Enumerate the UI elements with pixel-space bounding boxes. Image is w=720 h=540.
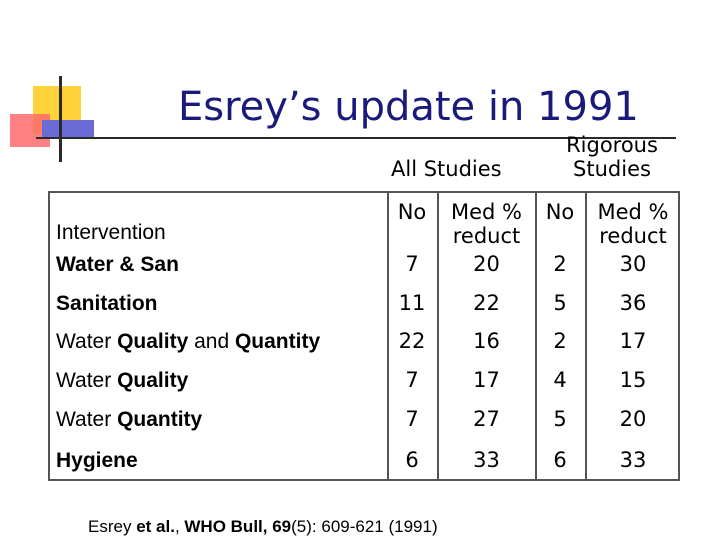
table-cell: 17 bbox=[473, 368, 500, 392]
table-cell: 4 bbox=[553, 368, 567, 392]
row-label-water-san: Water & San bbox=[56, 253, 179, 276]
all-studies-header: All Studies bbox=[391, 157, 502, 181]
table-cell: 6 bbox=[405, 448, 419, 472]
table-cell: 33 bbox=[619, 448, 647, 472]
table-cell: 30 bbox=[619, 252, 647, 276]
table-cell: 36 bbox=[619, 291, 647, 315]
table-cell: 22 bbox=[473, 291, 500, 315]
rigorous-line2: Studies bbox=[573, 157, 651, 181]
row-label-quality-quantity: Water Quality and Quantity bbox=[56, 330, 321, 353]
table-cell: 7 bbox=[405, 252, 419, 276]
col-header-no-all: No bbox=[397, 200, 427, 224]
table-cell: 2 bbox=[553, 252, 567, 276]
citation: Esrey et al., WHO Bull, 69(5): 609-621 (1991) bbox=[88, 517, 438, 536]
row-label-sanitation: Sanitation bbox=[56, 292, 158, 315]
table-cell: 15 bbox=[619, 368, 647, 392]
table-cell: 5 bbox=[553, 291, 567, 315]
intervention-header: Intervention bbox=[56, 221, 166, 244]
row-label-water-quantity: Water Quantity bbox=[56, 408, 203, 431]
table-cell: 16 bbox=[473, 329, 500, 353]
col-header-no-rigorous: No bbox=[545, 200, 575, 224]
table-cell: 5 bbox=[553, 407, 567, 431]
row-label-water-quality: Water Quality bbox=[56, 369, 189, 392]
table-cell: 22 bbox=[398, 329, 426, 353]
table-cell: 7 bbox=[405, 407, 419, 431]
decor-vertical-line bbox=[59, 76, 62, 162]
table-cell: 20 bbox=[473, 252, 500, 276]
slide-title: Esrey’s update in 1991 bbox=[178, 84, 639, 130]
col-header-med-rigorous: Med % reduct bbox=[597, 200, 669, 248]
col-header-med-all: Med % reduct bbox=[451, 200, 522, 248]
table-cell: 20 bbox=[619, 407, 647, 431]
table-cell: 2 bbox=[553, 329, 567, 353]
table-cell: 27 bbox=[473, 407, 500, 431]
table-cell: 17 bbox=[619, 329, 647, 353]
rigorous-studies-header bbox=[548, 133, 676, 181]
table-cell: 7 bbox=[405, 368, 419, 392]
table-cell: 33 bbox=[473, 448, 500, 472]
table-cell: 6 bbox=[553, 448, 567, 472]
rigorous-line1: Rigorous bbox=[566, 133, 658, 157]
table-cell: 11 bbox=[398, 291, 426, 315]
row-label-hygiene: Hygiene bbox=[56, 449, 138, 472]
decor-blue-square bbox=[42, 120, 94, 138]
